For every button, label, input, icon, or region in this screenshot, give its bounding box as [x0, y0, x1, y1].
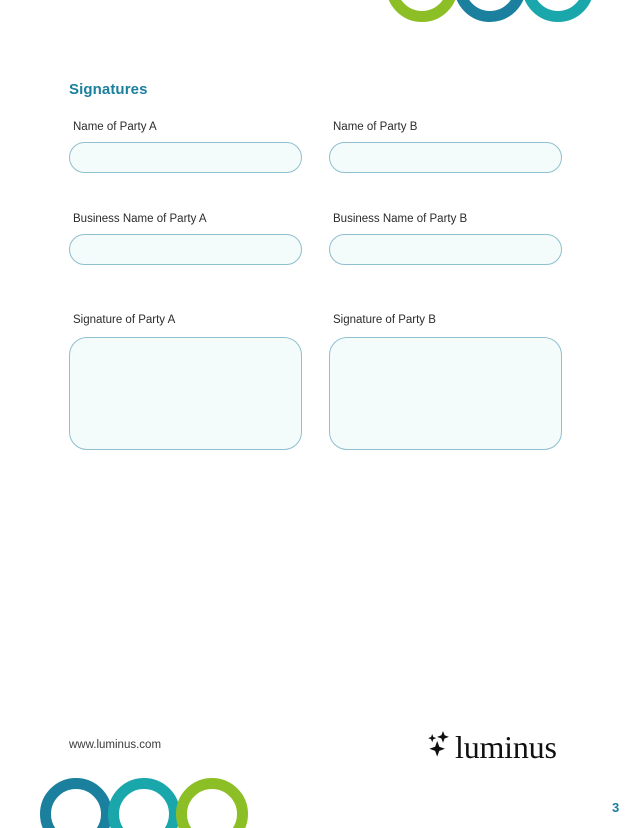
- ring-green: [386, 0, 458, 22]
- signatures-form: [69, 120, 569, 455]
- ring-teal: [108, 778, 180, 828]
- input-name-party-b[interactable]: [329, 142, 562, 173]
- form-row-business-names: [69, 212, 569, 265]
- input-business-name-party-a[interactable]: [69, 234, 302, 265]
- ring-green: [176, 778, 248, 828]
- field-name-party-a: [69, 120, 302, 173]
- label-business-name-party-a: Business Name of Party A: [73, 213, 207, 225]
- signature-box-party-b[interactable]: [329, 337, 562, 450]
- signature-box-party-a[interactable]: [69, 337, 302, 450]
- ring-teal: [522, 0, 594, 22]
- ring-deep-teal: [40, 778, 112, 828]
- ring-deep-teal: [454, 0, 526, 22]
- field-signature-party-b: [329, 313, 562, 455]
- input-business-name-party-b[interactable]: [329, 234, 562, 265]
- label-business-name-party-b: Business Name of Party B: [333, 213, 468, 225]
- field-business-name-party-b: [329, 212, 562, 265]
- section-title-signatures: Signatures: [69, 81, 148, 98]
- top-decoration-rings: [386, 0, 606, 40]
- label-name-party-b: Name of Party B: [333, 121, 418, 133]
- brand-logo: [427, 729, 557, 764]
- field-business-name-party-a: [69, 212, 302, 265]
- label-signature-party-a: Signature of Party A: [73, 314, 176, 326]
- row-spacer: [69, 173, 569, 212]
- label-name-party-a: Name of Party A: [73, 121, 157, 133]
- label-signature-party-b: Signature of Party B: [333, 314, 436, 326]
- form-row-signatures: [69, 313, 569, 455]
- footer-website-url[interactable]: www.luminus.com: [69, 739, 162, 751]
- field-name-party-b: [329, 120, 562, 173]
- row-spacer: [69, 265, 569, 313]
- brand-wordmark: luminus: [455, 728, 557, 765]
- page-number: 3: [612, 800, 620, 815]
- form-row-names: [69, 120, 569, 173]
- bottom-decoration-rings: [40, 778, 255, 828]
- field-signature-party-a: [69, 313, 302, 455]
- sparkle-icon: [427, 729, 453, 764]
- input-name-party-a[interactable]: [69, 142, 302, 173]
